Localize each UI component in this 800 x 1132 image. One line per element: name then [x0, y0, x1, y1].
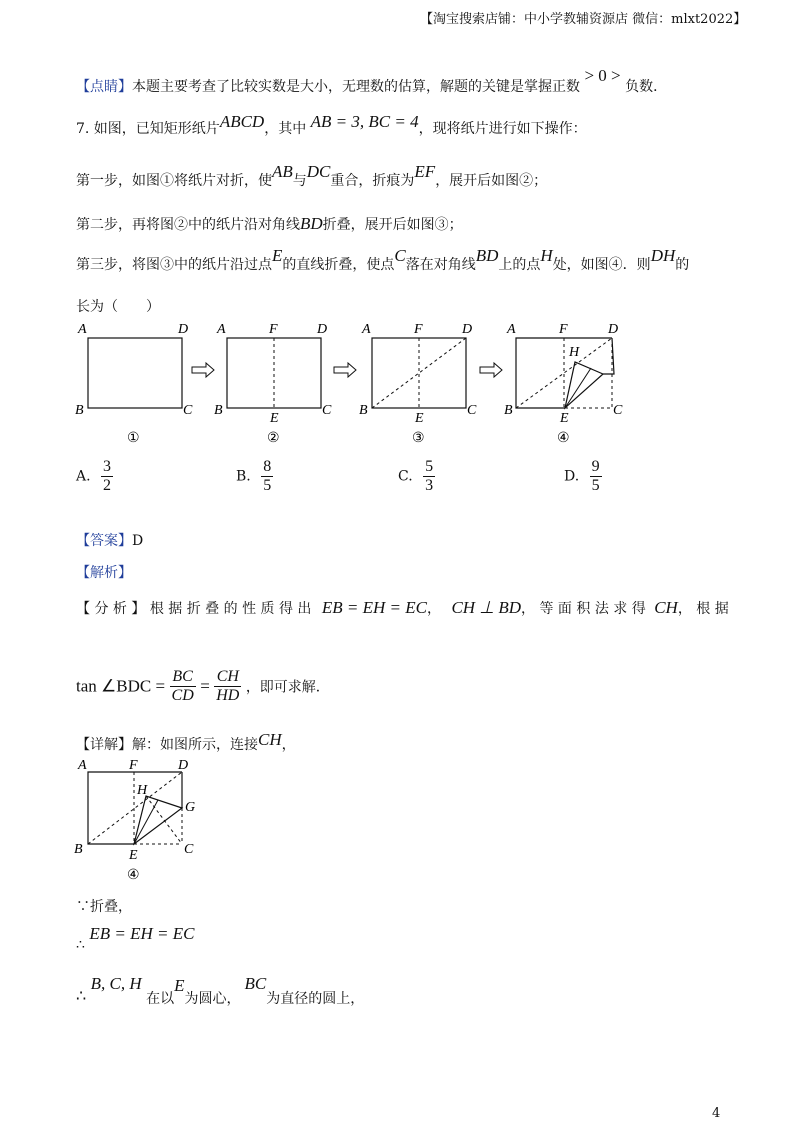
analysis-text: ， 等 面 积 法 求 得: [521, 601, 646, 617]
option-b[interactable]: [236, 458, 273, 495]
fraction2-num: CH: [216, 668, 239, 685]
steps-text: 在以: [146, 991, 175, 1007]
page-number: 4: [712, 1106, 721, 1121]
q7-dimensions: AB = 3, BC = 4: [310, 112, 419, 131]
point-review-line: [76, 66, 668, 96]
fig1-number: ①: [127, 431, 140, 446]
fig3-label-b: B: [359, 403, 368, 418]
step1-math: EF: [414, 162, 436, 181]
fig3-label-d: D: [462, 322, 473, 337]
fig4-label-a: A: [507, 322, 516, 337]
step3-math: E: [272, 246, 283, 265]
point-review-text-a: 本题主要考查了比较实数是大小，无理数的估算，解题的关键是掌握正数: [132, 79, 580, 95]
option-c-label: C.: [398, 468, 413, 485]
fig2-label-f: F: [269, 322, 278, 337]
steps-text: 为直径的圆上，: [266, 991, 365, 1007]
fig2-label-c: C: [322, 403, 332, 418]
figure-1: [75, 322, 193, 446]
detail-ch: CH: [258, 730, 282, 749]
arrow-1: [192, 363, 214, 377]
shop-header: 【淘宝搜索店铺：中小学教辅资源店 微信：mlxt2022】: [420, 12, 747, 27]
step3-text: 的直线折叠，使点: [282, 257, 395, 273]
step3-text: 处，如图④．则: [552, 257, 651, 273]
arrow-3: [480, 363, 502, 377]
option-c[interactable]: [398, 458, 435, 495]
analysis-eq: EB = EH = EC: [321, 598, 427, 617]
option-b-den: 5: [263, 477, 272, 494]
option-d[interactable]: [564, 458, 602, 495]
detail-label-g: G: [185, 800, 196, 815]
fig2-label-b: B: [214, 403, 223, 418]
steps-text: 为圆心，: [184, 991, 241, 1007]
option-a-label: A.: [76, 468, 91, 485]
analysis-text: 根 据 折 叠 的 性 质 得 出: [149, 601, 312, 617]
analysis-text: ， 根 据: [677, 601, 729, 617]
analysis-sep: ，: [426, 601, 441, 617]
detail-label-d: D: [178, 758, 189, 773]
fig4-number: ④: [557, 431, 570, 446]
fig4-label-d: D: [608, 322, 619, 337]
fraction1-num: BC: [172, 668, 193, 685]
fig3-label-a: A: [362, 322, 371, 337]
fig1-label-c: C: [183, 403, 193, 418]
detail-label-e: E: [129, 848, 138, 863]
fig2-label-e: E: [270, 411, 279, 426]
fig4-label-c: C: [613, 403, 623, 418]
detail-fig-number: ④: [127, 868, 140, 883]
equals-sign: =: [200, 676, 210, 696]
q7-line2: [76, 162, 548, 190]
option-b-num: 8: [263, 458, 272, 475]
answer-label: 【答案】: [76, 533, 132, 549]
analysis-ch: CH: [654, 598, 678, 617]
fig3-label-c: C: [467, 403, 477, 418]
detail-line: [76, 730, 296, 754]
therefore-line2: [76, 974, 365, 1007]
step1-text: 与: [292, 173, 307, 189]
option-d-den: 5: [591, 477, 600, 494]
diameter-bc: BC: [244, 974, 267, 993]
q7-line3: [76, 214, 463, 234]
step3-math: H: [540, 246, 553, 265]
option-a[interactable]: [76, 458, 113, 495]
answer-value: D: [132, 533, 144, 549]
fig3-number: ③: [412, 431, 425, 446]
step3-math: DH: [650, 246, 676, 265]
detail-label-f: F: [129, 758, 138, 773]
q7-line5: 长为（ ）: [76, 299, 160, 315]
fig2-label-d: D: [317, 322, 328, 337]
fig3-label-e: E: [415, 411, 424, 426]
equal-segments: EB = EH = EC: [89, 924, 195, 943]
center-e: E: [174, 976, 185, 995]
detail-figure: [70, 756, 210, 886]
fig1-label-b: B: [75, 403, 84, 418]
step1-text: ，展开后如图②；: [435, 173, 548, 189]
option-c-num: 5: [425, 458, 434, 475]
fraction2-den: HD: [216, 687, 240, 704]
figure-3: [359, 322, 477, 446]
option-d-label: D.: [564, 468, 580, 485]
step2-text: 折叠，展开后如图③；: [322, 217, 463, 233]
step3-text: 的: [675, 257, 690, 273]
tan-expression: tan ∠BDC =: [76, 676, 166, 696]
step3-math: C: [394, 246, 406, 265]
points-bch: B, C, H: [90, 974, 142, 993]
analysis-text: ，即可求解．: [245, 679, 330, 696]
fig4-label-e: E: [560, 411, 569, 426]
option-c-den: 3: [425, 477, 434, 494]
point-review-label: 【点睛】: [76, 79, 132, 95]
step2-math: BD: [300, 214, 323, 233]
arrow-2: [334, 363, 356, 377]
point-review-math: > 0 >: [584, 66, 621, 85]
q7-rect-name: ABCD: [219, 112, 265, 131]
analysis-label: 【 分 析 】: [76, 601, 146, 617]
fig4-label-f: F: [559, 322, 568, 337]
analysis-perp: CH ⊥ BD: [451, 598, 522, 617]
fig1-label-d: D: [178, 322, 189, 337]
fig1-label-a: A: [78, 322, 87, 337]
step2-text: 第二步，再将图②中的纸片沿对角线: [76, 217, 300, 233]
detail-label-b: B: [74, 842, 83, 857]
q7-line4: [76, 246, 690, 274]
therefore-symbol: ∴: [76, 986, 87, 1005]
fig3-label-f: F: [414, 322, 423, 337]
figure-4: [504, 322, 623, 446]
fig2-number: ②: [267, 431, 280, 446]
step1-text: 第一步，如图①将纸片对折，使: [76, 173, 272, 189]
option-b-label: B.: [236, 468, 251, 485]
analysis-heading: 【解析】: [76, 565, 132, 581]
detail-label-a: A: [78, 758, 87, 773]
q7-text: ，其中: [264, 121, 307, 137]
fig2-label-a: A: [217, 322, 226, 337]
because-line: ∵折叠，: [76, 899, 132, 915]
fold-figures: [70, 318, 730, 448]
step3-text: 落在对角线: [405, 257, 476, 273]
option-a-den: 2: [103, 477, 112, 494]
step1-math: DC: [306, 162, 331, 181]
q7-intro: 7. 如图，已知矩形纸片: [76, 121, 220, 137]
analysis-line2: [76, 668, 330, 705]
figure-2: [214, 322, 332, 446]
detail-text: ，: [281, 737, 296, 753]
step3-text: 上的点: [498, 257, 541, 273]
option-d-num: 9: [591, 458, 600, 475]
q7-text: ，现将纸片进行如下操作：: [418, 121, 587, 137]
fig4-label-h: H: [569, 345, 580, 360]
analysis-line1: [76, 598, 736, 618]
point-review-text-b: 负数．: [625, 79, 668, 95]
step1-text: 重合，折痕为: [330, 173, 415, 189]
therefore-line1: [76, 924, 195, 953]
fraction1-den: CD: [171, 687, 194, 704]
q7-line1: [76, 112, 587, 138]
step3-math: BD: [475, 246, 499, 265]
detail-label-h: H: [137, 783, 148, 798]
fig4-label-b: B: [504, 403, 513, 418]
detail-label: 【详解】: [76, 737, 132, 753]
step1-math: AB: [272, 162, 293, 181]
step3-text: 第三步，将图③中的纸片沿过点: [76, 257, 272, 273]
therefore-symbol: ∴: [76, 937, 85, 953]
answer-line: [76, 530, 143, 550]
detail-label-c: C: [184, 842, 194, 857]
option-a-num: 3: [103, 458, 112, 475]
detail-text: 解：如图所示，连接: [132, 737, 258, 753]
